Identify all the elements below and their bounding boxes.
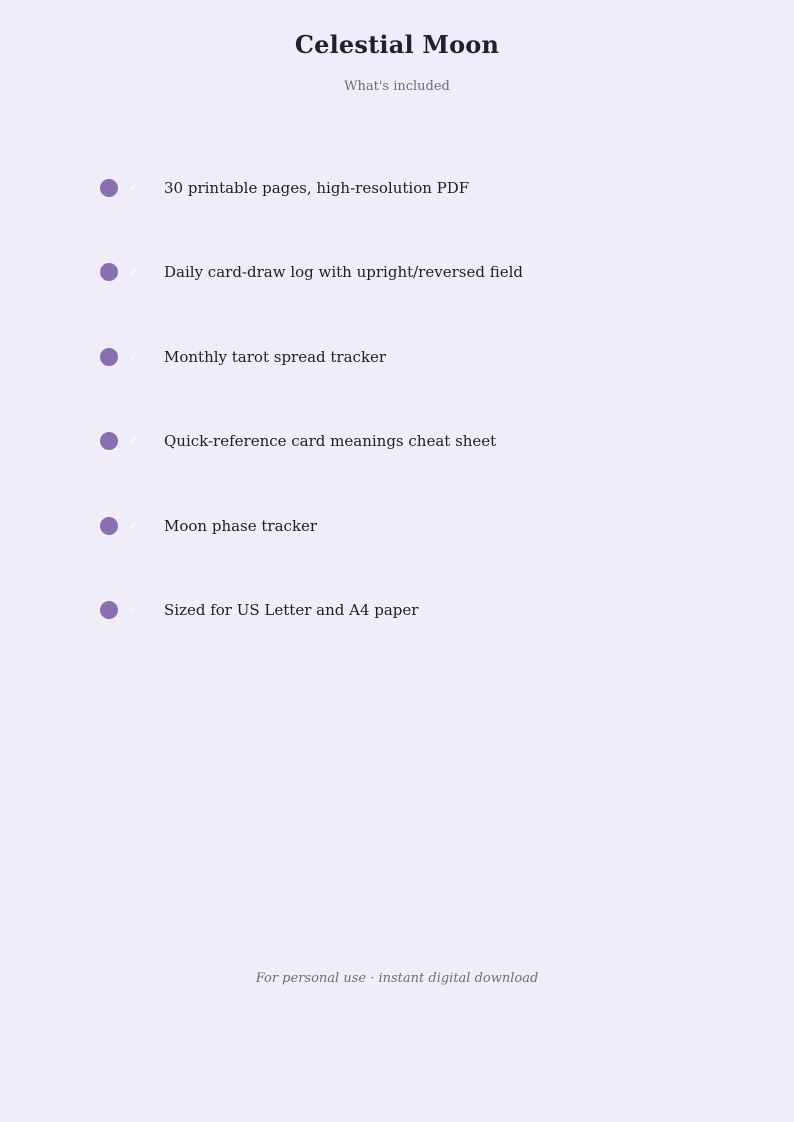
feature-item bbox=[100, 263, 700, 347]
bullet-dot-icon bbox=[100, 517, 118, 535]
check-icon: ✓ bbox=[129, 518, 139, 532]
check-icon: ✓ bbox=[129, 349, 139, 363]
feature-item bbox=[100, 179, 700, 263]
feature-item bbox=[100, 601, 700, 685]
feature-text: Moon phase tracker bbox=[164, 516, 318, 535]
check-icon: ✓ bbox=[129, 265, 139, 279]
feature-list bbox=[100, 179, 700, 685]
bullet-dot-icon bbox=[100, 263, 118, 281]
bullet-dot-icon bbox=[100, 432, 118, 450]
feature-text: Sized for US Letter and A4 paper bbox=[164, 600, 419, 619]
page-title: Celestial Moon bbox=[294, 30, 500, 59]
bullet-dot-icon bbox=[100, 179, 118, 197]
feature-text: Daily card-draw log with upright/reversed field bbox=[164, 263, 523, 282]
page-subtitle: What's included bbox=[344, 79, 450, 94]
feature-item bbox=[100, 348, 700, 432]
bullet-dot-icon bbox=[100, 601, 118, 619]
bullet-dot-icon bbox=[100, 348, 118, 366]
footer-note: For personal use · instant digital download bbox=[255, 971, 539, 986]
feature-item bbox=[100, 432, 700, 516]
check-icon: ✓ bbox=[129, 181, 139, 194]
feature-text: Quick-reference card meanings cheat sheet bbox=[164, 432, 497, 451]
feature-text: 30 printable pages, high-resolution PDF bbox=[164, 179, 470, 197]
feature-item bbox=[100, 517, 700, 601]
feature-text: Monthly tarot spread tracker bbox=[164, 347, 387, 366]
check-icon: ✓ bbox=[129, 434, 139, 448]
check-icon: ✓ bbox=[129, 602, 139, 616]
